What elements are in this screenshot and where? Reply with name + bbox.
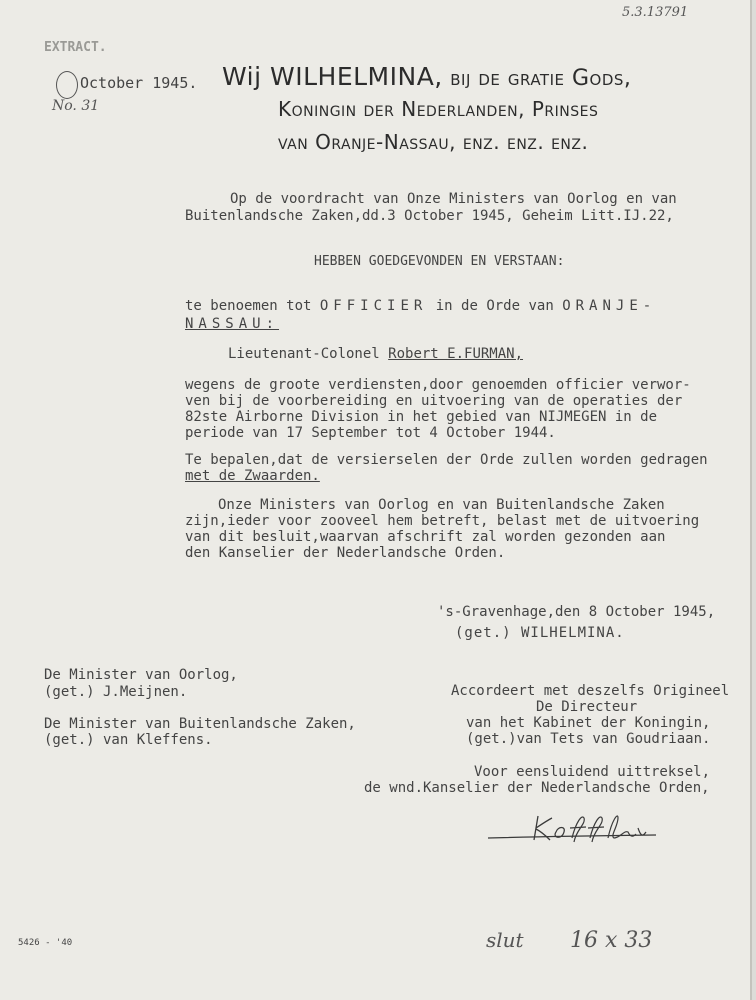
- extract-label: EXTRACT.: [44, 40, 107, 55]
- merit-line-4: periode van 17 September tot 4 October 1944.: [185, 425, 556, 441]
- form-code: 5426 - '40: [18, 938, 73, 948]
- execution-line-3: van dit besluit,waarvan afschrift zal worden gezonden aan: [185, 529, 666, 545]
- certification-line-1: Accordeert met deszelfs Origineel: [451, 683, 730, 699]
- stamp-circle: [56, 71, 78, 99]
- merit-line-3: 82ste Airborne Division in het gebied van NIJMEGEN in de: [185, 409, 658, 425]
- certification-line-4: (get.)van Tets van Goudriaan.: [466, 731, 711, 747]
- insignia-line-1: Te bepalen,dat de versierselen der Orde zullen worden gedragen: [185, 452, 708, 468]
- header-sovereign: Wij WILHELMINA,: [222, 62, 443, 91]
- handwritten-signature-drawing: [486, 808, 662, 848]
- resolve-heading: HEBBEN GOEDGEVONDEN EN VERSTAAN:: [314, 254, 565, 269]
- appointment-middle: in de Orde van: [435, 298, 554, 314]
- merit-line-1: wegens de groote verdiensten,door genoemden officier verwor-: [185, 377, 691, 393]
- execution-line-1: Onze Ministers van Oorlog en van Buitenlandsche Zaken: [218, 497, 665, 513]
- header-line-3: van Oranje-Nassau, enz. enz. enz.: [278, 130, 589, 154]
- decree-number: No. 31: [52, 98, 100, 114]
- appointment-rank: OFFICIER: [319, 298, 428, 314]
- war-minister-name: (get.) J.Meijnen.: [44, 684, 188, 700]
- intro-line-1: Op de voordracht van Onze Ministers van Oorlog en van: [230, 191, 677, 207]
- foreign-minister-name: (get.) van Kleffens.: [44, 732, 213, 748]
- foreign-minister-title: De Minister van Buitenlandsche Zaken,: [44, 716, 356, 732]
- recipient-line: [228, 346, 523, 362]
- execution-line-4: den Kanselier der Nederlandsche Orden.: [185, 545, 506, 561]
- place-and-date: 's-Gravenhage,den 8 October 1945,: [437, 604, 716, 620]
- war-minister-title: De Minister van Oorlog,: [44, 667, 238, 683]
- decree-date: October 1945.: [80, 74, 198, 92]
- royal-signature-line: (get.) WILHELMINA.: [455, 625, 625, 641]
- header-grace: bij de gratie Gods,: [450, 66, 632, 91]
- archive-reference: 5.3.13791: [622, 5, 689, 20]
- chancellor-signature: [486, 808, 662, 848]
- handwritten-note: slut: [486, 928, 524, 952]
- extract-note-line-1: Voor eensluidend uittreksel,: [474, 764, 711, 780]
- handwritten-size: 16 x 33: [570, 928, 653, 953]
- appointment-prefix: te benoemen tot: [185, 298, 312, 314]
- appointment-line-2: NASSAU:: [185, 316, 280, 332]
- extract-note-line-2: de wnd.Kanselier der Nederlandsche Orden,: [364, 780, 710, 796]
- recipient-rank: Lieutenant-Colonel: [228, 346, 380, 362]
- merit-line-2: ven bij de voorbereiding en uitvoering van de operaties der: [185, 393, 683, 409]
- certification-line-2: De Directeur: [536, 699, 638, 715]
- header-line-2: Koningin der Nederlanden, Prinses: [278, 97, 599, 121]
- recipient-name: Robert E.FURMAN,: [388, 346, 524, 362]
- appointment-order: ORANJE-: [562, 298, 657, 314]
- insignia-line-2: met de Zwaarden.: [185, 468, 320, 484]
- certification-line-3: van het Kabinet der Koningin,: [466, 715, 711, 731]
- header-line-1: [222, 62, 631, 91]
- appointment-line-1: [185, 298, 656, 314]
- execution-line-2: zijn,ieder voor zooveel hem betreft, belast met de uitvoering: [185, 513, 700, 529]
- intro-line-2: Buitenlandsche Zaken,dd.3 October 1945, Geheim Litt.IJ.22,: [185, 208, 674, 224]
